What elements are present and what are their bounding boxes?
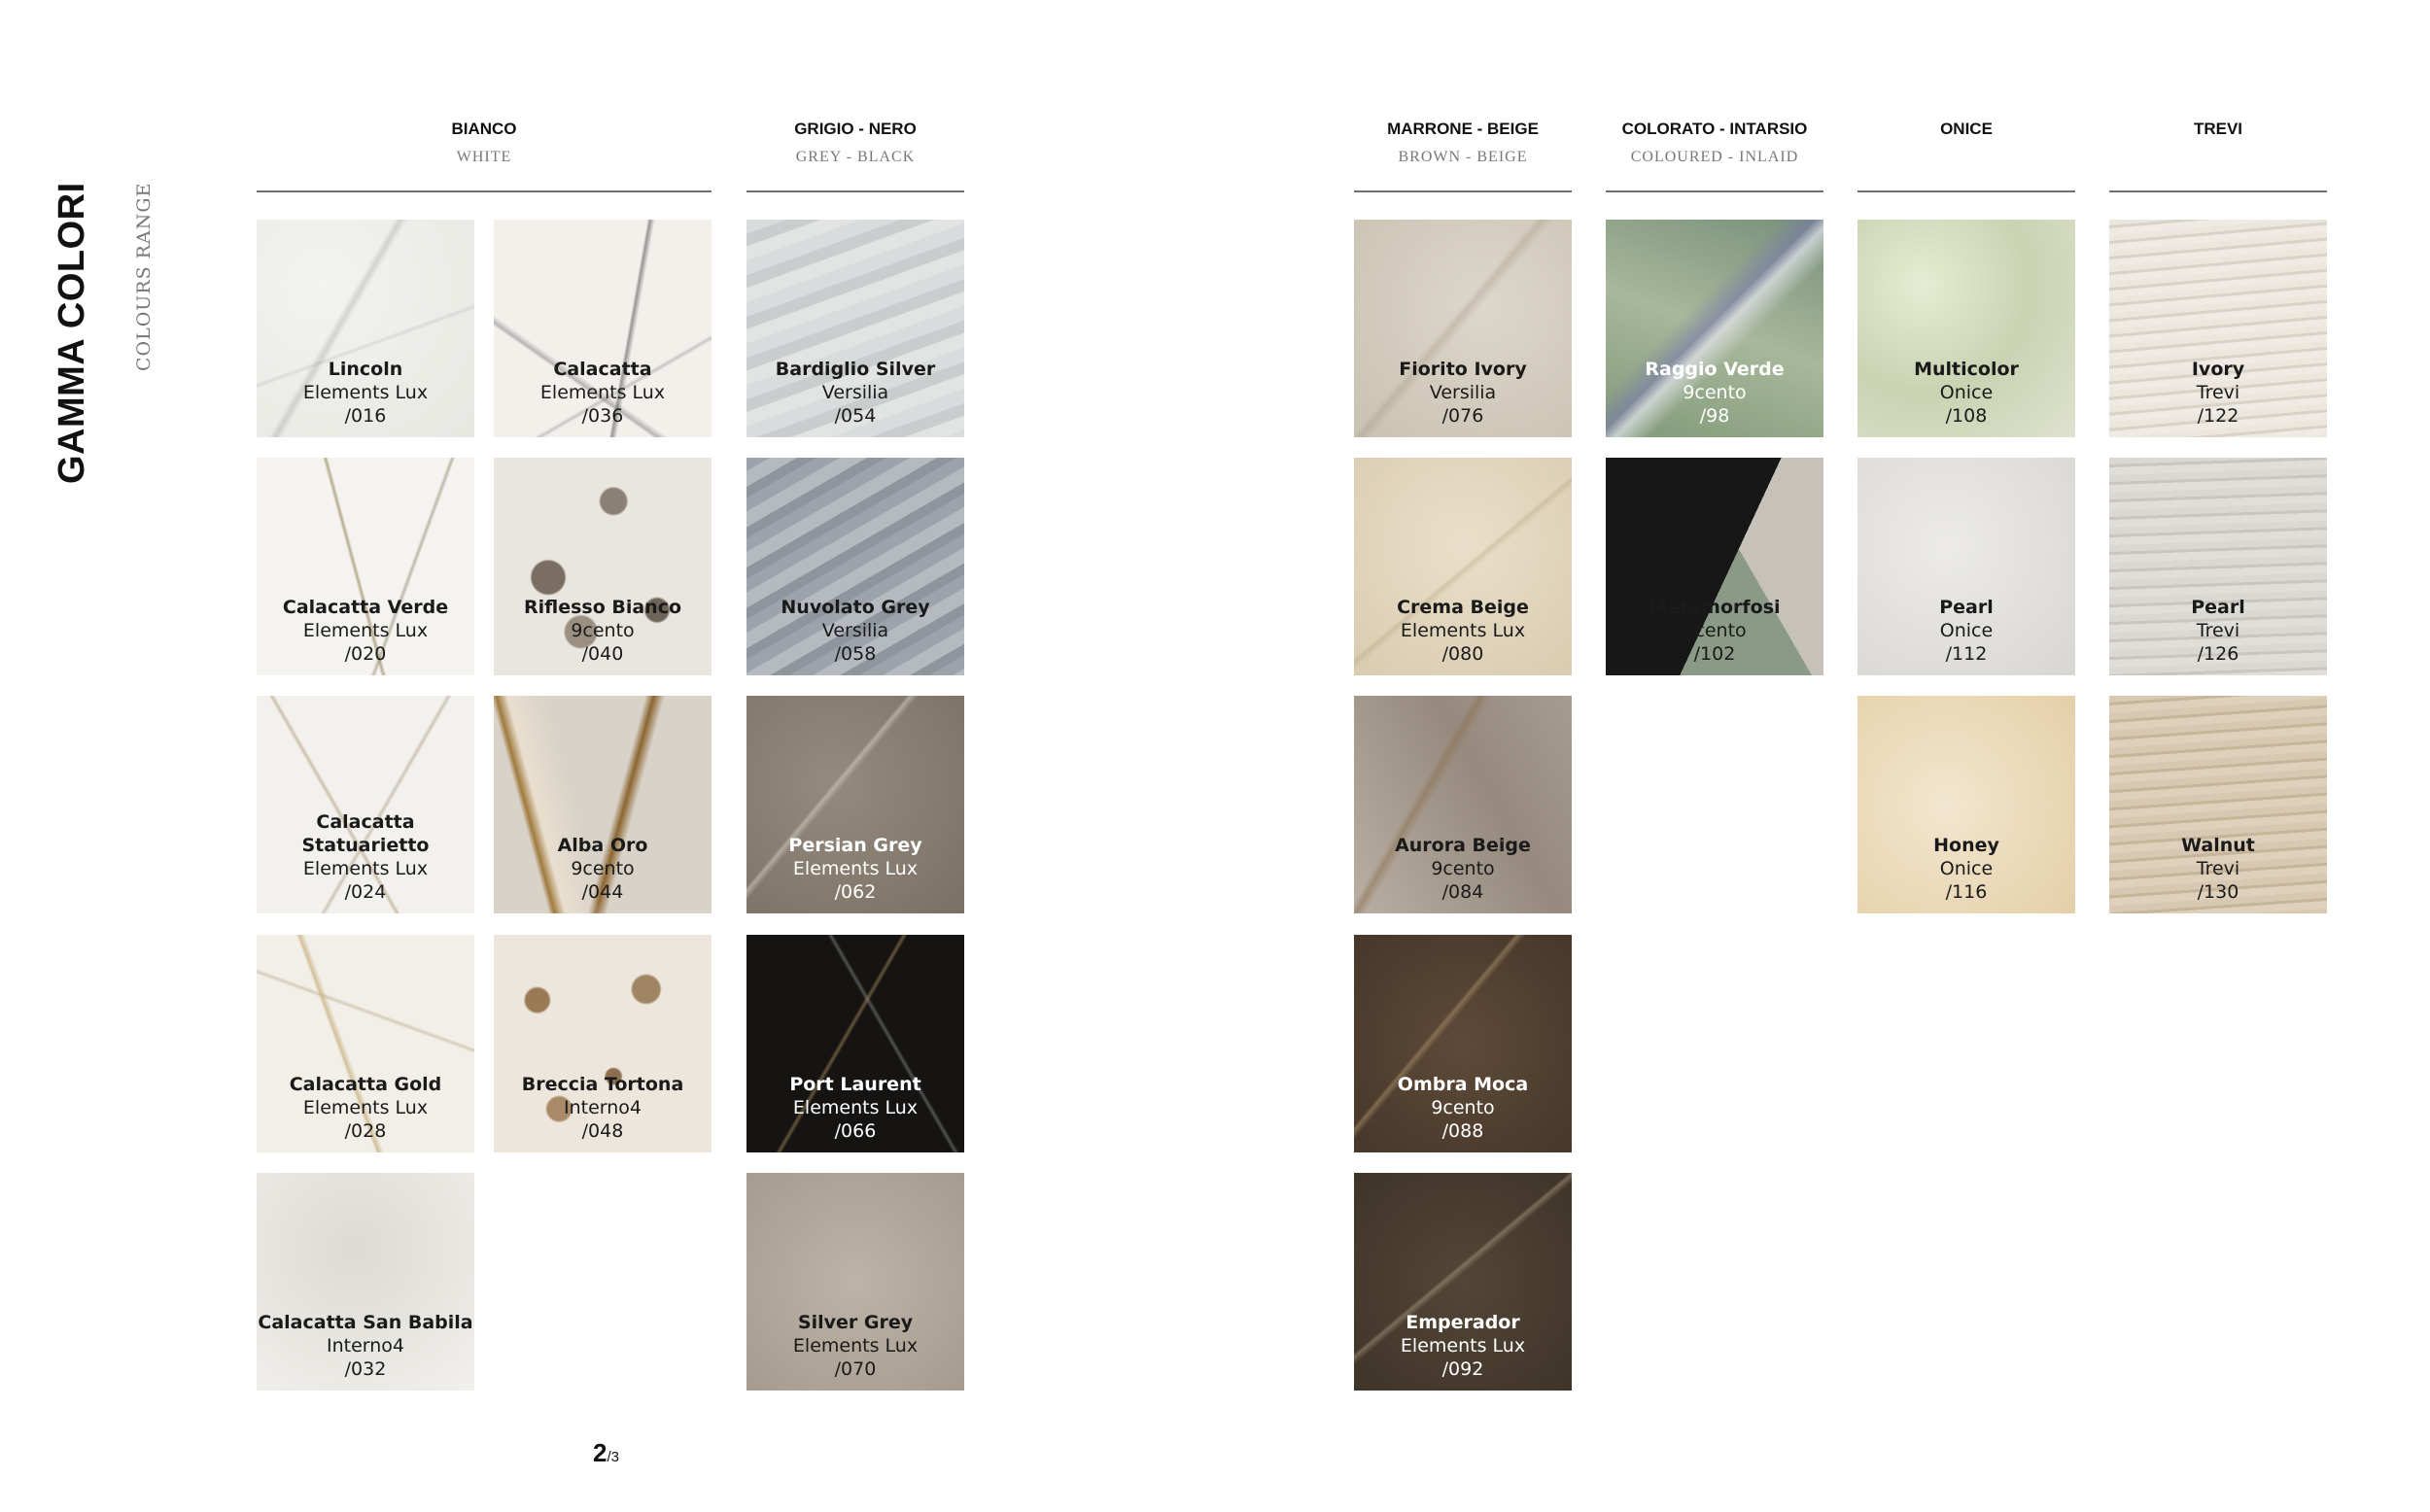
tile-collection: 9cento <box>1683 620 1747 641</box>
side-title <box>41 182 155 488</box>
tile-name: Port Laurent <box>789 1074 921 1095</box>
tile-code: /066 <box>834 1120 877 1142</box>
tile-emperador <box>1354 1173 1572 1391</box>
column-header-grigio-nero <box>746 119 964 171</box>
tile-code: /062 <box>834 881 877 903</box>
tile-raggio-verde <box>1606 220 1823 437</box>
tile-collection: Trevi <box>2196 382 2240 403</box>
tile-name: Ivory <box>2191 359 2245 380</box>
tile-code: /076 <box>1441 405 1484 427</box>
tile-collection: Versilia <box>821 620 889 641</box>
column-divider <box>1606 190 1823 192</box>
tile-alba-oro <box>494 696 712 913</box>
column-header-trevi <box>2109 119 2327 171</box>
tile-calacatta-san-babila <box>257 1173 474 1391</box>
tile-name: Calacatta Verde <box>282 597 449 618</box>
tile-code: /020 <box>344 643 387 665</box>
tile-collection: Elements Lux <box>539 382 666 403</box>
tile-name: Calacatta <box>553 359 652 380</box>
tile-pearl-onice <box>1857 458 2075 675</box>
tile-collection: Interno4 <box>563 1097 642 1118</box>
tile-name: Silver Grey <box>797 1312 914 1333</box>
tile-collection: Interno4 <box>326 1335 405 1357</box>
tile-collection: 9cento <box>1683 382 1747 403</box>
page-current: 2 <box>593 1438 608 1467</box>
column-subtitle <box>1857 144 2075 171</box>
tile-collection: Elements Lux <box>302 858 429 879</box>
tile-code: /092 <box>1441 1358 1484 1380</box>
tile-name: Fiorito Ivory <box>1399 359 1527 380</box>
tile-port-laurent <box>746 935 964 1152</box>
tile-collection: 9cento <box>571 620 635 641</box>
tile-multicolor <box>1857 220 2075 437</box>
tile-name: Walnut <box>2181 835 2255 856</box>
column-title: MARRONE - BEIGE <box>1387 120 1539 138</box>
tile-collection: Elements Lux <box>1400 620 1526 641</box>
tile-code: /080 <box>1441 643 1484 665</box>
column-divider <box>2109 190 2327 192</box>
column-subtitle <box>2109 144 2327 171</box>
column-divider <box>257 190 712 192</box>
tile-name: Multicolor <box>1914 359 2019 380</box>
tile-calacatta-verde <box>257 458 474 675</box>
tile-silver-grey <box>746 1173 964 1391</box>
tile-collection: Trevi <box>2196 858 2240 879</box>
tile-collection: Elements Lux <box>792 1097 919 1118</box>
tile-lincoln <box>257 220 474 437</box>
tile-collection: Elements Lux <box>1400 1335 1526 1357</box>
column-header-marrone-beige <box>1354 119 1572 171</box>
tile-code: /102 <box>1693 643 1736 665</box>
tile-walnut <box>2109 696 2327 913</box>
tile-code: /98 <box>1699 405 1730 427</box>
column-header-bianco <box>257 119 712 171</box>
tile-code: /122 <box>2197 405 2239 427</box>
tile-name: Alba Oro <box>557 835 648 856</box>
column-subtitle: GREY - BLACK <box>795 149 916 165</box>
tile-collection: Versilia <box>1429 382 1497 403</box>
tile-name: Honey <box>1933 835 1999 856</box>
tile-code: /036 <box>581 405 624 427</box>
tile-code: /028 <box>344 1120 387 1142</box>
tile-name: Pearl <box>1939 597 1994 618</box>
column-title: ONICE <box>1940 120 1993 138</box>
tile-name: Crema Beige <box>1397 597 1529 618</box>
tile-code: /040 <box>581 643 624 665</box>
tile-code: /088 <box>1441 1120 1484 1142</box>
tile-collection: Trevi <box>2196 620 2240 641</box>
tile-code: /116 <box>1945 881 1988 903</box>
column-subtitle: COLOURED - INLAID <box>1630 149 1799 165</box>
tile-calacatta-statuarietto <box>257 696 474 913</box>
column-divider <box>746 190 964 192</box>
tile-aurora-beige <box>1354 696 1572 913</box>
tile-name: Riflesso Bianco <box>523 597 682 618</box>
tile-calacatta <box>494 220 712 437</box>
tile-collection: Elements Lux <box>302 620 429 641</box>
tile-collection: 9cento <box>571 858 635 879</box>
tile-collection: Elements Lux <box>792 858 919 879</box>
tile-persian-grey <box>746 696 964 913</box>
tile-code: /084 <box>1441 881 1484 903</box>
tile-pearl-trevi <box>2109 458 2327 675</box>
tile-code: /044 <box>581 881 624 903</box>
tile-code: /024 <box>344 881 387 903</box>
column-divider <box>1857 190 2075 192</box>
tile-collection: 9cento <box>1431 858 1495 879</box>
tile-name: Bardiglio Silver <box>775 359 936 380</box>
tile-collection: Versilia <box>821 382 889 403</box>
tile-name: Metamorfosi <box>1649 597 1781 618</box>
column-divider <box>1354 190 1572 192</box>
tile-name: Aurora Beige <box>1395 835 1531 856</box>
tile-calacatta-gold <box>257 935 474 1152</box>
tile-code: /108 <box>1945 405 1988 427</box>
tile-collection: Onice <box>1939 858 1994 879</box>
tile-ombra-moca <box>1354 935 1572 1152</box>
tile-name: Nuvolato Grey <box>781 597 930 618</box>
tile-collection: Onice <box>1939 620 1994 641</box>
column-subtitle: BROWN - BEIGE <box>1398 149 1528 165</box>
tile-code: /048 <box>581 1120 624 1142</box>
column-header-onice <box>1857 119 2075 171</box>
tile-collection: 9cento <box>1431 1097 1495 1118</box>
tile-code: /058 <box>834 643 877 665</box>
page-title: GAMMA COLORI <box>52 182 92 484</box>
tile-riflesso-bianco <box>494 458 712 675</box>
column-title: TREVI <box>2193 120 2243 138</box>
tile-name: Pearl <box>2191 597 2245 618</box>
tile-bardiglio-silver <box>746 220 964 437</box>
tile-name: Calacatta Gold <box>289 1074 442 1095</box>
tile-nuvolato-grey <box>746 458 964 675</box>
tile-name: Emperador <box>1406 1312 1520 1333</box>
tile-collection: Onice <box>1939 382 1994 403</box>
column-title: BIANCO <box>451 120 517 138</box>
column-title: GRIGIO - NERO <box>794 120 917 138</box>
tile-breccia-tortona <box>494 935 712 1152</box>
tile-name: Ombra Moca <box>1397 1074 1529 1095</box>
tile-name: Calacatta Statuarietto <box>301 811 430 856</box>
tile-collection: Elements Lux <box>792 1335 919 1357</box>
tile-name: Raggio Verde <box>1645 359 1785 380</box>
page-subtitle: COLOURS RANGE <box>133 182 155 371</box>
page-total: /3 <box>607 1449 619 1465</box>
tile-metamorfosi <box>1606 458 1823 675</box>
column-subtitle: WHITE <box>456 149 512 165</box>
tile-name: Calacatta San Babila <box>258 1312 473 1333</box>
tile-code: /130 <box>2197 881 2239 903</box>
tile-crema-beige <box>1354 458 1572 675</box>
tile-fiorito-ivory <box>1354 220 1572 437</box>
page-number <box>593 1438 619 1468</box>
column-title: COLORATO - INTARSIO <box>1621 120 1808 138</box>
tile-name: Lincoln <box>328 359 403 380</box>
tile-code: /054 <box>834 405 877 427</box>
tile-code: /126 <box>2197 643 2239 665</box>
tile-code: /016 <box>344 405 387 427</box>
tile-name: Persian Grey <box>788 835 922 856</box>
tile-code: /032 <box>344 1358 387 1380</box>
tile-code: /112 <box>1945 643 1988 665</box>
tile-collection: Elements Lux <box>302 1097 429 1118</box>
column-header-colorato-intarsio <box>1606 119 1823 171</box>
tile-name: Breccia Tortona <box>521 1074 684 1095</box>
tile-honey <box>1857 696 2075 913</box>
tile-ivory <box>2109 220 2327 437</box>
tile-collection: Elements Lux <box>302 382 429 403</box>
tile-code: /070 <box>834 1358 877 1380</box>
